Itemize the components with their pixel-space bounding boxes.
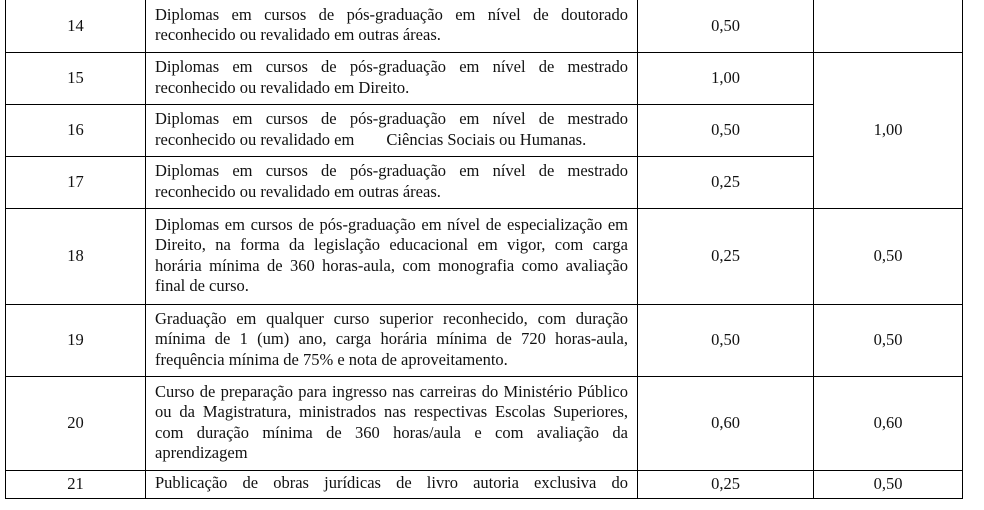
row-description-part: Ciências Sociais ou Humanas. (386, 129, 587, 149)
row-number: 20 (6, 376, 146, 470)
table-row (6, 0, 963, 52)
row-points: 0,25 (638, 208, 814, 304)
row-points: 0,25 (638, 470, 814, 498)
row-description: Diplomas em cursos de pós-graduação em nível de mestrado reconhecido ou revalidado em outras áreas. (146, 156, 638, 208)
table-row (6, 304, 963, 376)
row-points: 1,00 (638, 52, 814, 104)
group-max-points: 1,00 (814, 52, 963, 208)
row-max-points (814, 0, 963, 52)
row-max-points: 0,50 (814, 304, 963, 376)
row-points: 0,25 (638, 156, 814, 208)
row-number: 21 (6, 470, 146, 498)
row-number: 14 (6, 0, 146, 52)
row-max-points: 0,50 (814, 470, 963, 498)
row-description: Publicação de obras jurídicas de livro autoria exclusiva do (146, 470, 638, 498)
row-points: 0,50 (638, 0, 814, 52)
row-description: Curso de preparação para ingresso nas carreiras do Ministério Público ou da Magistratura, ministrados nas respectivas Escolas Superiores, com duração mínima de 360 horas/aula e com avaliação da aprendizagem (146, 376, 638, 470)
row-points: 0,50 (638, 304, 814, 376)
row-number: 15 (6, 52, 146, 104)
row-description: Diplomas em cursos de pós-graduação em nível de doutorado reconhecido ou revalidado em outras áreas. (146, 0, 638, 52)
table-row (6, 52, 963, 104)
row-max-points: 0,60 (814, 376, 963, 470)
table-row (6, 208, 963, 304)
row-number: 18 (6, 208, 146, 304)
row-points: 0,60 (638, 376, 814, 470)
table-row (6, 376, 963, 470)
row-description (146, 104, 638, 156)
row-number: 17 (6, 156, 146, 208)
row-points: 0,50 (638, 104, 814, 156)
table-row (6, 470, 963, 498)
row-description: Diplomas em cursos de pós-graduação em nível de mestrado reconhecido ou revalidado em Direito. (146, 52, 638, 104)
scoring-table (5, 0, 963, 499)
row-description-part: Diplomas em cursos de pós-graduação em nível de mestrado reconhecido ou revalidado em (155, 109, 628, 149)
row-max-points: 0,50 (814, 208, 963, 304)
row-number: 16 (6, 104, 146, 156)
row-description: Graduação em qualquer curso superior reconhecido, com duração mínima de 1 (um) ano, carga horária mínima de 720 horas-aula, frequência mínima de 75% e nota de aproveitamento. (146, 304, 638, 376)
row-number: 19 (6, 304, 146, 376)
row-description: Diplomas em cursos de pós-graduação em nível de especialização em Direito, na forma da legislação educacional em vigor, com carga horária mínima de 360 horas-aula, com monografia como avaliação final de curso. (146, 208, 638, 304)
